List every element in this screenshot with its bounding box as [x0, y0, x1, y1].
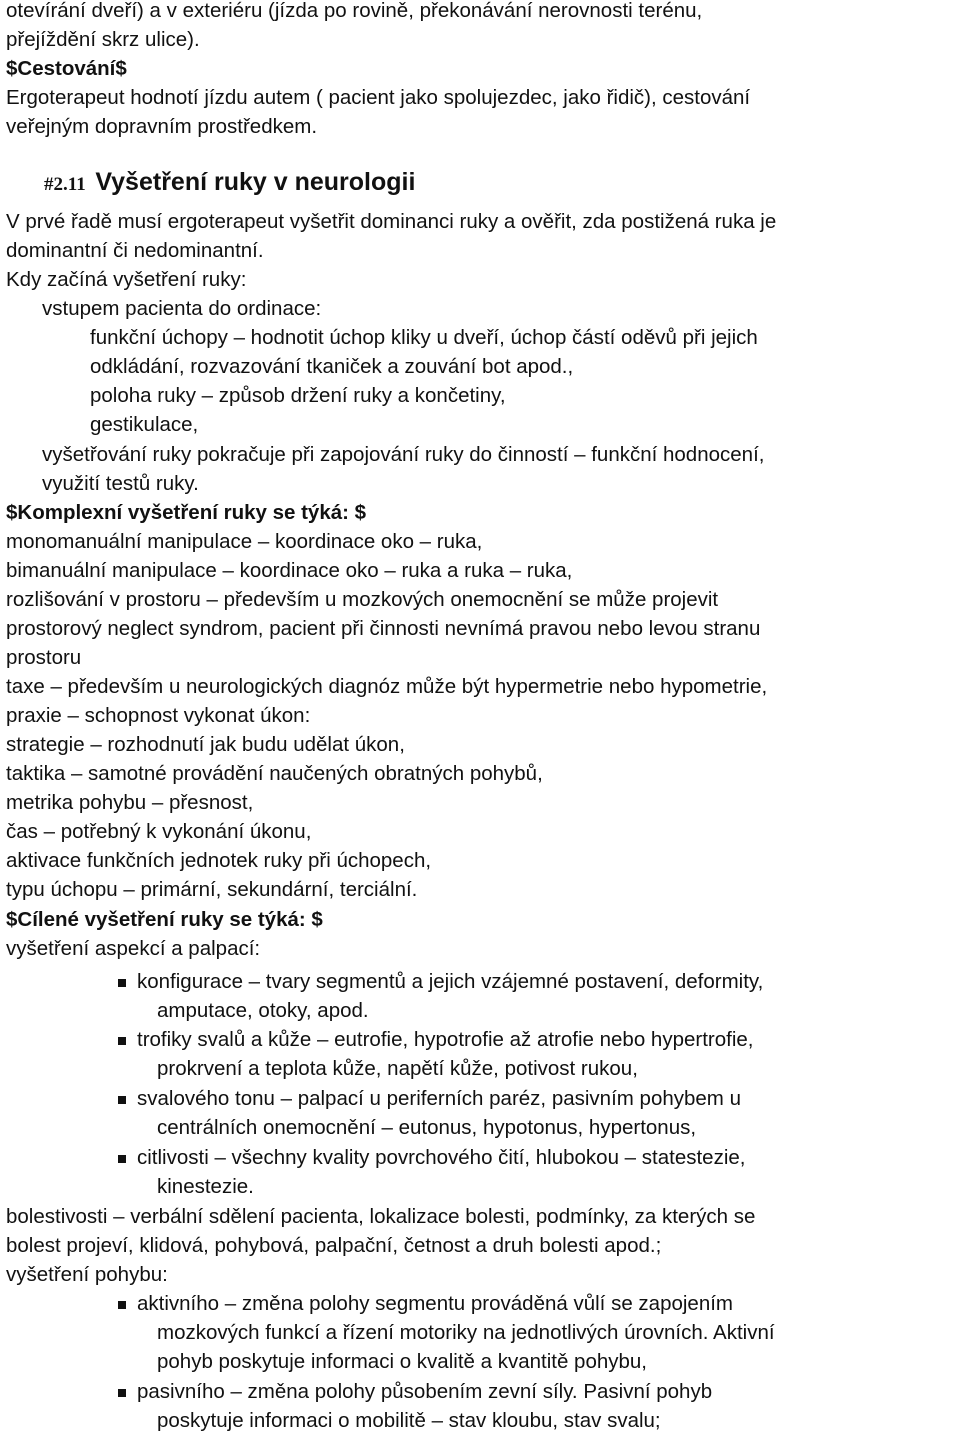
komplexni-line: bimanuální manipulace – koordinace oko – ruka a ruka – ruka,	[6, 559, 573, 582]
bullet-item: aktivního – změna polohy segmentu prováděná vůlí se zapojením	[137, 1292, 734, 1315]
bullet-item-continuation: mozkových funkcí a řízení motoriky na jednotlivých úrovních. Aktivní	[157, 1321, 775, 1344]
bullet-item-continuation: poskytuje informaci o mobilitě – stav kloubu, stav svalu;	[157, 1409, 661, 1432]
kdy-subheading: využití testů ruky.	[42, 472, 199, 495]
bullet-square-icon	[118, 1037, 126, 1045]
komplexni-line: taxe – především u neurologických diagnóz může být hypermetrie nebo hypometrie,	[6, 675, 768, 698]
cestovani-text: veřejným dopravním prostředkem.	[6, 115, 318, 138]
kdy-item: odkládání, rozvazování tkaniček a zouvání bot apod.,	[90, 355, 574, 378]
komplexni-line: metrika pohybu – přesnost,	[6, 791, 254, 814]
intro-line: otevírání dveří) a v exteriéru (jízda po rovině, překonávání nerovnosti terénu,	[6, 0, 703, 22]
section-heading	[44, 168, 415, 199]
paragraph-line: dominantní či nedominantní.	[6, 239, 264, 262]
komplexni-line: prostoru	[6, 646, 82, 669]
bolestivosti-line: bolest projeví, klidová, pohybová, palpační, četnost a druh bolesti apod.;	[6, 1234, 662, 1257]
komplexni-line: monomanuální manipulace – koordinace oko – ruka,	[6, 530, 483, 553]
bullet-item: svalového tonu – palpací u periferních paréz, pasivním pohybem u	[137, 1087, 741, 1110]
bullet-item: trofiky svalů a kůže – eutrofie, hypotrofie až atrofie nebo hypertrofie,	[137, 1028, 754, 1051]
bullet-square-icon	[118, 979, 126, 987]
komplexni-line: taktika – samotné provádění naučených obratných pohybů,	[6, 762, 543, 785]
komplexni-line: rozlišování v prostoru – především u mozkových onemocnění se může projevit	[6, 588, 719, 611]
komplexni-heading: $Komplexní vyšetření ruky se týká: $	[6, 501, 367, 524]
section-title: Vyšetření ruky v neurologii	[95, 168, 416, 196]
paragraph-line: V prvé řadě musí ergoterapeut vyšetřit dominanci ruky a ověřit, zda postižená ruka je	[6, 210, 777, 233]
kdy-subheading: vstupem pacienta do ordinace:	[42, 297, 322, 320]
komplexni-line: strategie – rozhodnutí jak budu udělat úkon,	[6, 733, 405, 756]
komplexni-line: aktivace funkčních jednotek ruky při úchopech,	[6, 849, 432, 872]
kdy-heading: Kdy začíná vyšetření ruky:	[6, 268, 247, 291]
bullet-square-icon	[118, 1389, 126, 1397]
cestovani-text: Ergoterapeut hodnotí jízdu autem ( pacient jako spolujezdec, jako řidič), cestování	[6, 86, 751, 109]
komplexni-line: typu úchopu – primární, sekundární, terciální.	[6, 878, 418, 901]
kdy-subheading: vyšetřování ruky pokračuje při zapojování ruky do činností – funkční hodnocení,	[42, 443, 765, 466]
section-number: #2.11	[44, 174, 86, 195]
bullet-item: citlivosti – všechny kvality povrchového čití, hlubokou – statestezie,	[137, 1146, 746, 1169]
intro-line: přejíždění skrz ulice).	[6, 28, 200, 51]
bullet-item-continuation: amputace, otoky, apod.	[157, 999, 369, 1022]
kdy-item: gestikulace,	[90, 413, 199, 436]
bullet-square-icon	[118, 1096, 126, 1104]
bullet-item-continuation: prokrvení a teplota kůže, napětí kůže, potivost rukou,	[157, 1057, 638, 1080]
kdy-item: poloha ruky – způsob držení ruky a končetiny,	[90, 384, 506, 407]
cilene-heading: $Cílené vyšetření ruky se týká: $	[6, 908, 323, 931]
cilene-subheading: vyšetření aspekcí a palpací:	[6, 937, 261, 960]
bullet-item-continuation: centrálních onemocnění – eutonus, hypotonus, hypertonus,	[157, 1116, 697, 1139]
cestovani-heading: $Cestování$	[6, 57, 127, 80]
bullet-item-continuation: kinestezie.	[157, 1175, 254, 1198]
komplexni-line: prostorový neglect syndrom, pacient při činnosti nevnímá pravou nebo levou stranu	[6, 617, 761, 640]
bullet-item: pasivního – změna polohy působením zevní síly. Pasivní pohyb	[137, 1380, 713, 1403]
pohyb-heading: vyšetření pohybu:	[6, 1263, 168, 1286]
bullet-item: konfigurace – tvary segmentů a jejich vzájemné postavení, deformity,	[137, 970, 764, 993]
bullet-square-icon	[118, 1301, 126, 1309]
komplexni-line: praxie – schopnost vykonat úkon:	[6, 704, 311, 727]
bolestivosti-line: bolestivosti – verbální sdělení pacienta, lokalizace bolesti, podmínky, za kterých se	[6, 1205, 756, 1228]
komplexni-line: čas – potřebný k vykonání úkonu,	[6, 820, 312, 843]
bullet-item-continuation: pohyb poskytuje informaci o kvalitě a kvantitě pohybu,	[157, 1350, 647, 1373]
bullet-square-icon	[118, 1155, 126, 1163]
kdy-item: funkční úchopy – hodnotit úchop kliky u dveří, úchop částí oděvů při jejich	[90, 326, 758, 349]
